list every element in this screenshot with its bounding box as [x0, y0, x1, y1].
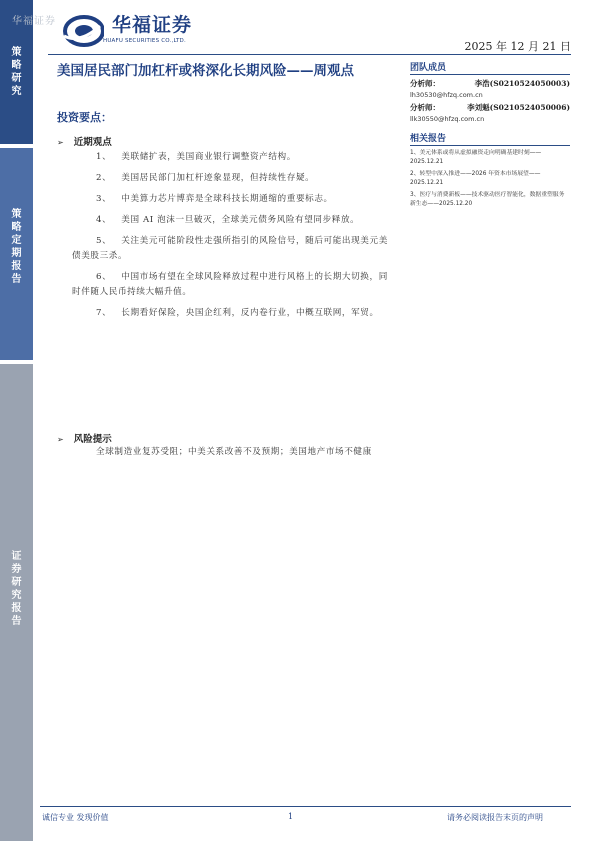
section-recent-views [57, 134, 112, 148]
sidebar-char: 略 [11, 222, 22, 233]
report-date: 2025 年 12 月 21 日 [464, 40, 571, 53]
item-text: 关注美元可能阶段性走强所指引的风险信号，随后可能出现美元美债美股三杀。 [72, 236, 388, 261]
sidebar-char: 报 [11, 261, 22, 272]
item-number: 6、 [96, 272, 112, 282]
related-report-link[interactable]: 2、转型中深入推进——2026 年资本市场展望——2025.12.21 [410, 171, 541, 186]
left-sidebar [0, 0, 33, 841]
report-title: 美国居民部门加杠杆或将深化长期风险——周观点 [57, 63, 354, 79]
item-number: 3、 [96, 194, 112, 204]
analyst-email[interactable]: llk30550@hfzq.com.cn [410, 115, 485, 123]
logo-subtitle: HUAFU SECURITIES CO.,LTD. [103, 38, 186, 44]
item-number: 5、 [96, 236, 112, 246]
item-text: 长期看好保险，央国企红利，反内卷行业，中概互联网，军贸。 [121, 308, 379, 318]
sidebar-securities-research-report [0, 364, 33, 841]
team-heading: 团队成员 [410, 60, 570, 75]
item-text: 中国市场有望在全球风险释放过程中进行风格上的长期大切换，同时伴随人民币持续大幅升值。 [72, 272, 388, 297]
sidebar-strategy-periodic-report [0, 148, 33, 360]
sidebar-char: 究 [11, 590, 22, 601]
sidebar-char: 告 [11, 616, 22, 627]
sidebar-char: 策 [11, 209, 22, 220]
sidebar-char: 证 [11, 551, 22, 562]
analyst-role: 分析师： [410, 79, 440, 88]
header-divider [48, 54, 571, 55]
related-report-link[interactable]: 1、美元体系或将从虚拟融资走向明确基建时刻——2025.12.21 [410, 150, 542, 165]
logo-emblem-icon [60, 14, 104, 50]
sidebar-char: 研 [11, 73, 22, 84]
analyst-row [410, 78, 570, 89]
arrow-bullet-icon: ➢ [57, 138, 64, 147]
analyst-role: 分析师： [410, 103, 440, 112]
footer-slogan: 诚信专业 发现价值 [42, 813, 109, 822]
list-item [72, 270, 394, 300]
analyst-name: 李浩(S0210524050003) [474, 79, 570, 88]
item-number: 1、 [96, 152, 112, 162]
item-number: 7、 [96, 308, 112, 318]
item-number: 4、 [96, 215, 112, 225]
sidebar-char: 究 [11, 86, 22, 97]
item-text: 美国 AI 泡沫一旦破灭，全球美元债务风险有望同步释放。 [121, 215, 360, 225]
analyst-row [410, 102, 570, 113]
watermark-text: 华福证券 [12, 16, 56, 27]
footer-divider [40, 806, 571, 807]
item-text: 美联储扩表，美国商业银行调整资产结构。 [121, 152, 296, 162]
list-item [72, 234, 394, 264]
section-label: 风险提示 [73, 434, 112, 445]
arrow-bullet-icon: ➢ [57, 435, 64, 444]
sidebar-char: 期 [11, 248, 22, 259]
footer-disclaimer: 请务必阅读报告末页的声明 [447, 813, 543, 822]
list-item [72, 213, 394, 228]
related-reports-heading: 相关报告 [410, 131, 570, 146]
sidebar-char: 告 [11, 274, 22, 285]
list-item [72, 192, 394, 207]
logo-name: 华福证券 [112, 14, 193, 36]
investment-points-heading: 投资要点： [57, 111, 112, 124]
analyst-email[interactable]: lh30530@hfzq.com.cn [410, 91, 483, 99]
item-number: 2、 [96, 173, 112, 183]
related-report-link[interactable]: 3、医疗与消费新板——技术驱动医疗智能化，数据重塑服务新生态——2025.12.20 [410, 192, 565, 207]
section-risk-warning [57, 431, 112, 445]
item-text: 中美算力芯片博弈是全球科技长期通缩的重要标志。 [121, 194, 333, 204]
sidebar-char: 券 [11, 564, 22, 575]
sidebar-char: 略 [11, 60, 22, 71]
page-number: 1 [288, 812, 294, 821]
list-item [72, 306, 394, 321]
item-text: 美国居民部门加杠杆迹象显现，但持续性存疑。 [121, 173, 315, 183]
list-item [72, 171, 394, 186]
sidebar-char: 研 [11, 577, 22, 588]
section-label: 近期观点 [73, 137, 112, 148]
recent-views-list [72, 150, 394, 327]
sidebar-char: 策 [11, 47, 22, 58]
list-item [72, 150, 394, 165]
right-panel [410, 60, 570, 209]
sidebar-char: 报 [11, 603, 22, 614]
analyst-name: 李刘魁(S0210524050006) [467, 103, 570, 112]
sidebar-char: 定 [11, 235, 22, 246]
risk-text: 全球制造业复苏受阻；中美关系改善不及预期；美国地产市场不健康 [96, 447, 372, 457]
